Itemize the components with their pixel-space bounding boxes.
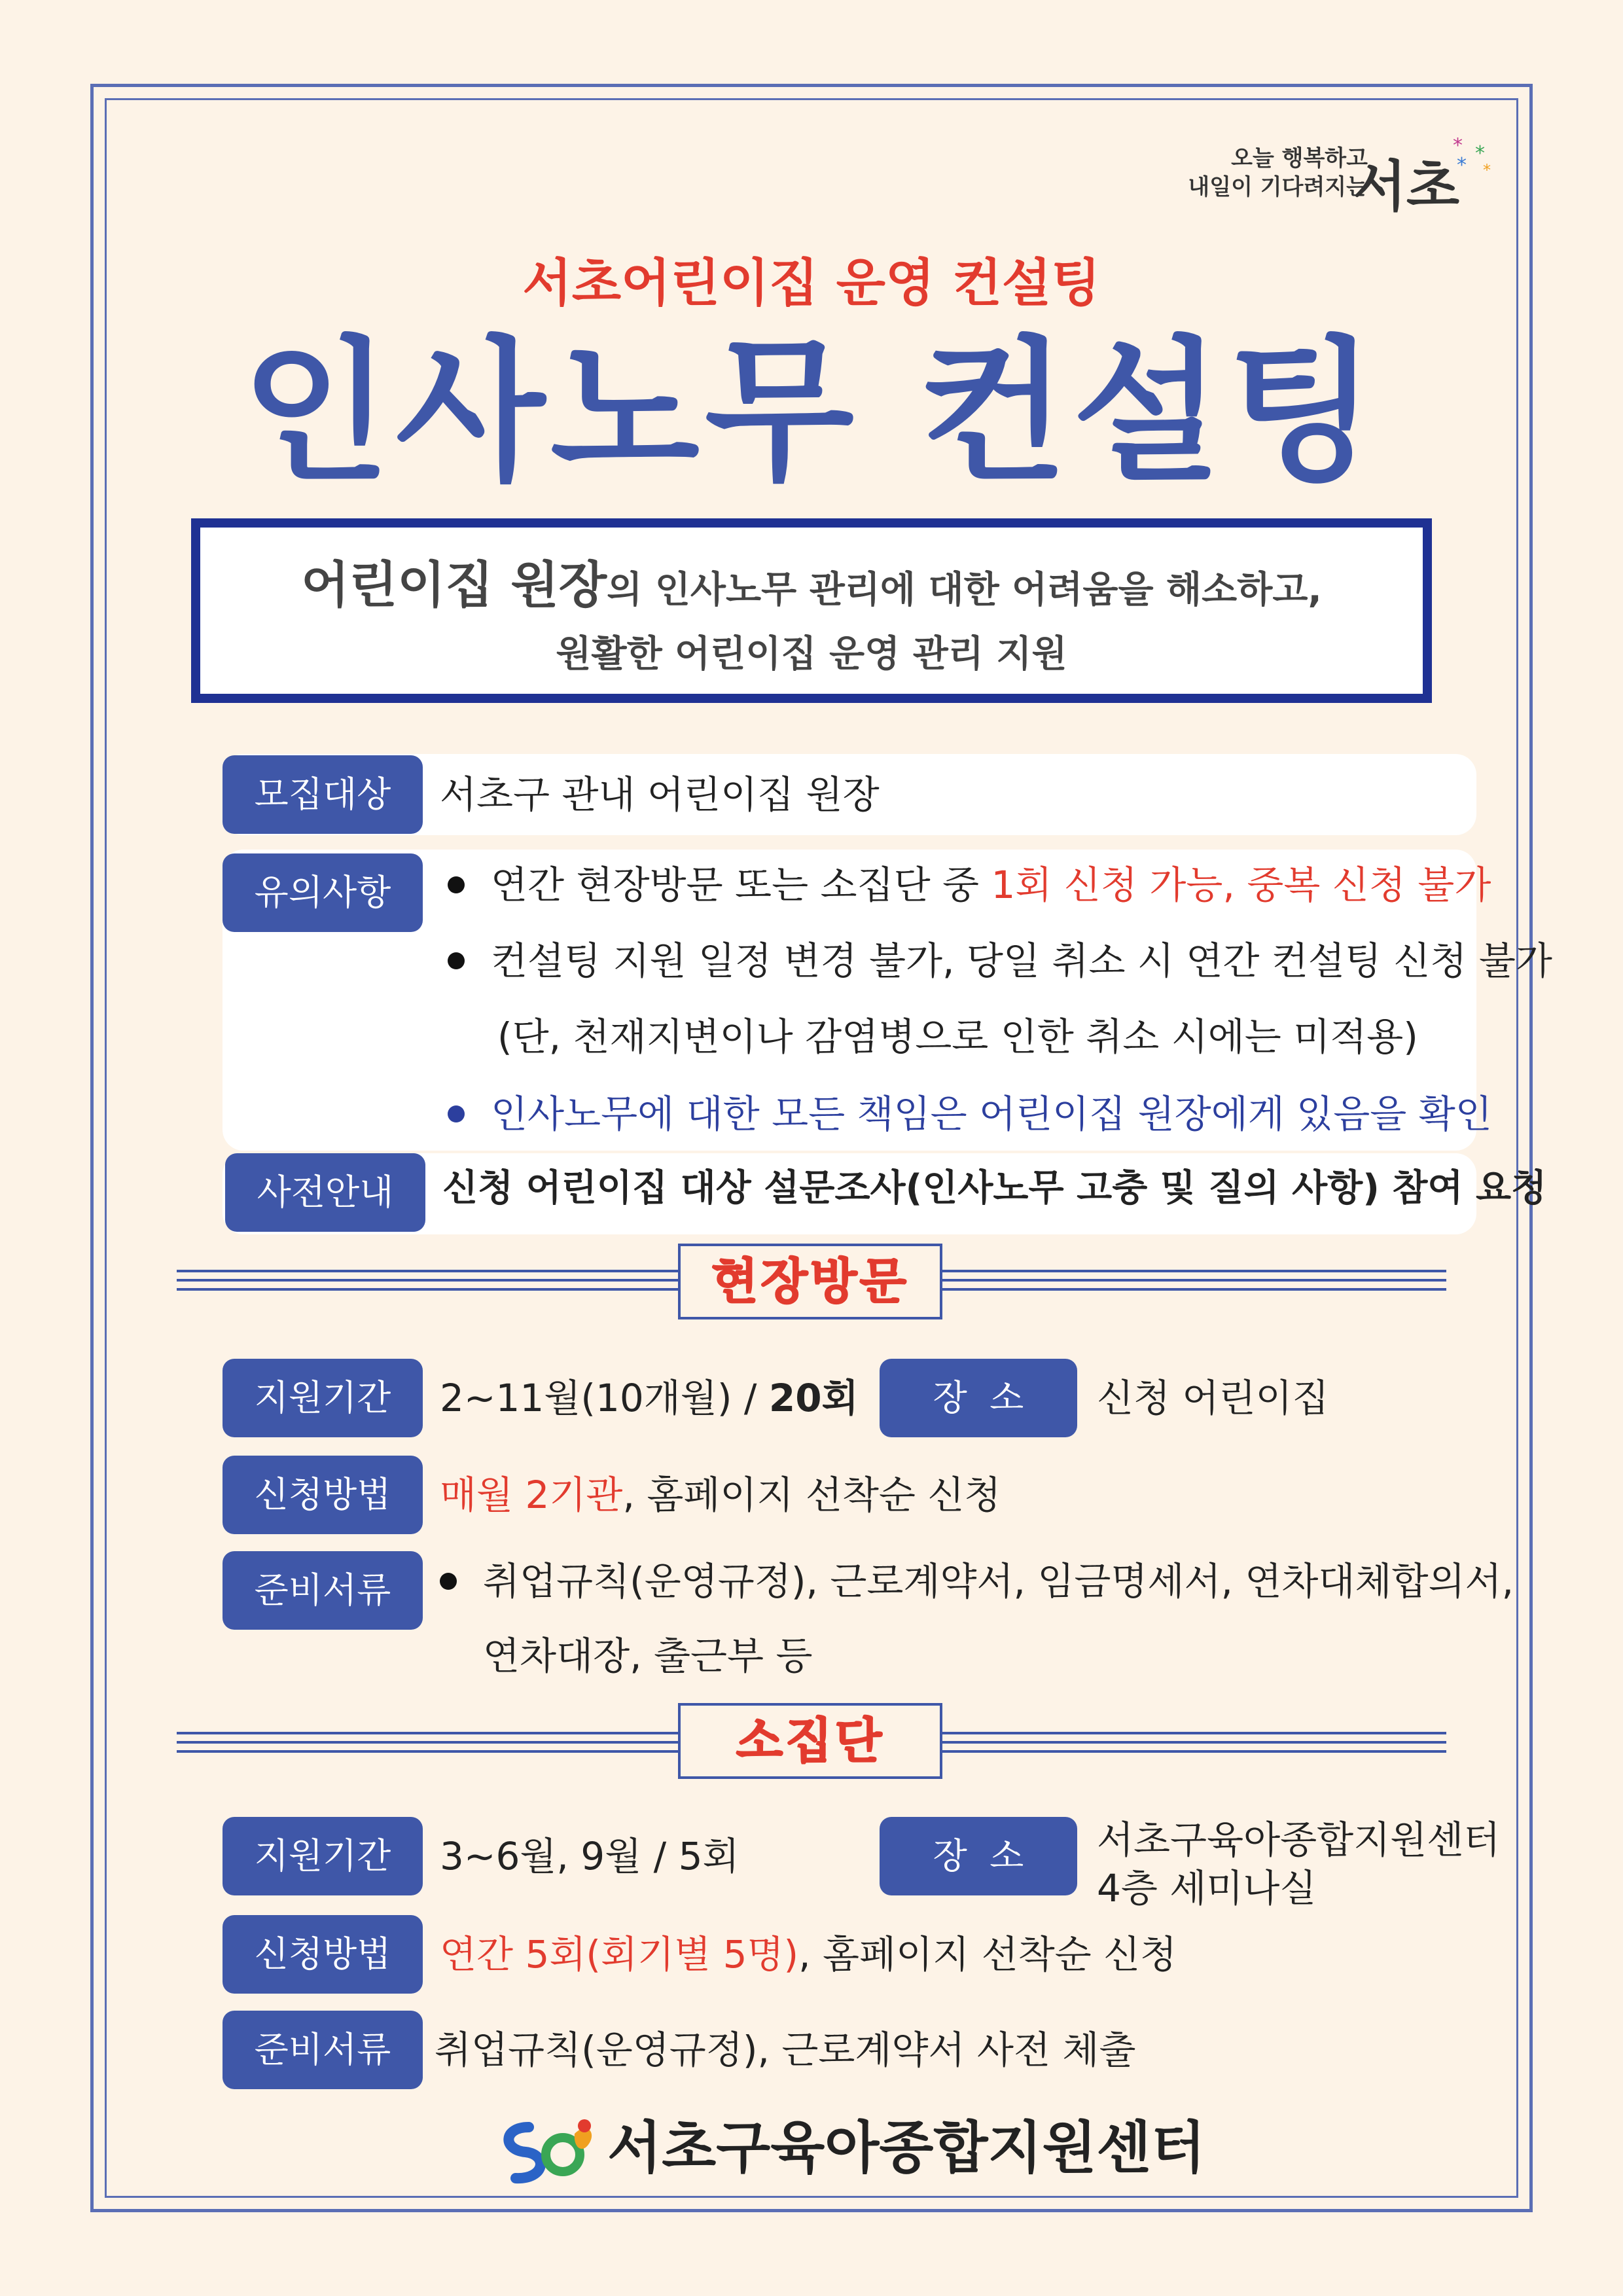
target-label: 모집대상 [223,755,423,834]
logo-name: 서초 [1353,154,1459,219]
svg-text:*: * [1483,161,1491,177]
page-title: 인사노무 컨설팅 [241,322,1382,502]
group-place-label: 장 소 [880,1817,1077,1895]
logo-slogan-line1: 오늘 행복하고 [1231,145,1368,171]
group-period-label: 지원기간 [223,1817,423,1895]
group-docs-label: 준비서류 [223,2011,423,2089]
group-section-title: 소집단 [678,1703,942,1779]
bullet-icon [448,952,465,969]
logo-stars-icon [1446,137,1499,177]
svg-text:*: * [1475,142,1485,165]
onsite-place-value: 신청 어린이집 [1097,1376,1329,1420]
onsite-apply-value: 매월 2기관, 홈페이지 선착순 신청 [440,1473,1001,1517]
onsite-apply-label: 신청방법 [223,1456,423,1534]
group-place-value: 서초구육아종합지원센터 4층 세미나실 [1097,1818,1501,1910]
onsite-docs-line2: 연차대장, 출근부 등 [483,1634,813,1678]
intro-line2: 원활한 어린이집 운영 관리 지원 [556,633,1067,675]
footer-org-name: 서초구육아종합지원센터 [607,2115,1205,2181]
note-subline: (단, 천재지변이나 감염병으로 인한 취소 시에는 미적용) [497,1014,1418,1059]
group-apply-label: 신청방법 [223,1915,423,1994]
bullet-icon [448,876,465,893]
bullet-icon [448,1105,465,1122]
onsite-period-label: 지원기간 [223,1359,423,1437]
intro-highlight: 어린이집 원장 [301,556,607,614]
onsite-section-title: 현장방문 [678,1244,942,1319]
group-docs-value: 취업규칙(운영규정), 근로계약서 사전 체출 [435,2028,1136,2072]
group-apply-value: 연간 5회(회기별 5명), 홈페이지 선착순 신청 [440,1932,1177,1977]
svg-text:*: * [1457,154,1467,177]
pre-value: 신청 어린이집 대상 설문조사(인사노무 고충 및 질의 사항) 참여 요청 [442,1167,1547,1210]
bullet-icon [440,1573,457,1590]
onsite-docs-line1: 취업규칙(운영규정), 근로계약서, 임금명세서, 연차대체합의서, [440,1555,1514,1607]
note-item: 인사노무에 대한 모든 책임은 어린이집 원장에게 있음을 확인 [448,1088,1492,1140]
onsite-place-label: 장 소 [880,1359,1077,1437]
intro-line1 [200,556,1423,617]
pre-label: 사전안내 [225,1153,425,1232]
footer-logo [490,2109,1205,2187]
intro-line1-rest: 의 인사노무 관리에 대한 어려움을 해소하고, [607,569,1322,611]
onsite-docs-label: 준비서류 [223,1551,423,1630]
onsite-period-value: 2~11월(10개월) / 20회 [440,1376,859,1420]
note-item: 컨설팅 지원 일정 변경 불가, 당일 취소 시 연간 컨설팅 신청 불가 [448,935,1552,987]
center-logo-icon [490,2114,601,2186]
intro-box [191,518,1432,703]
logo-slogan [1188,144,1368,202]
seocho-logo [1188,137,1499,219]
group-period-value: 3~6월, 9월 / 5회 [440,1834,740,1878]
target-value: 서초구 관내 어린이집 원장 [440,772,880,817]
notes-label: 유의사항 [223,853,423,932]
note-item: 연간 현장방문 또는 소집단 중 1회 신청 가능, 중복 신청 불가 [448,859,1491,911]
page-subtitle: 서초어린이집 운영 컨설팅 [522,254,1101,313]
svg-text:*: * [1453,137,1463,157]
logo-slogan-line2: 내일이 기다려지는 [1188,174,1368,200]
